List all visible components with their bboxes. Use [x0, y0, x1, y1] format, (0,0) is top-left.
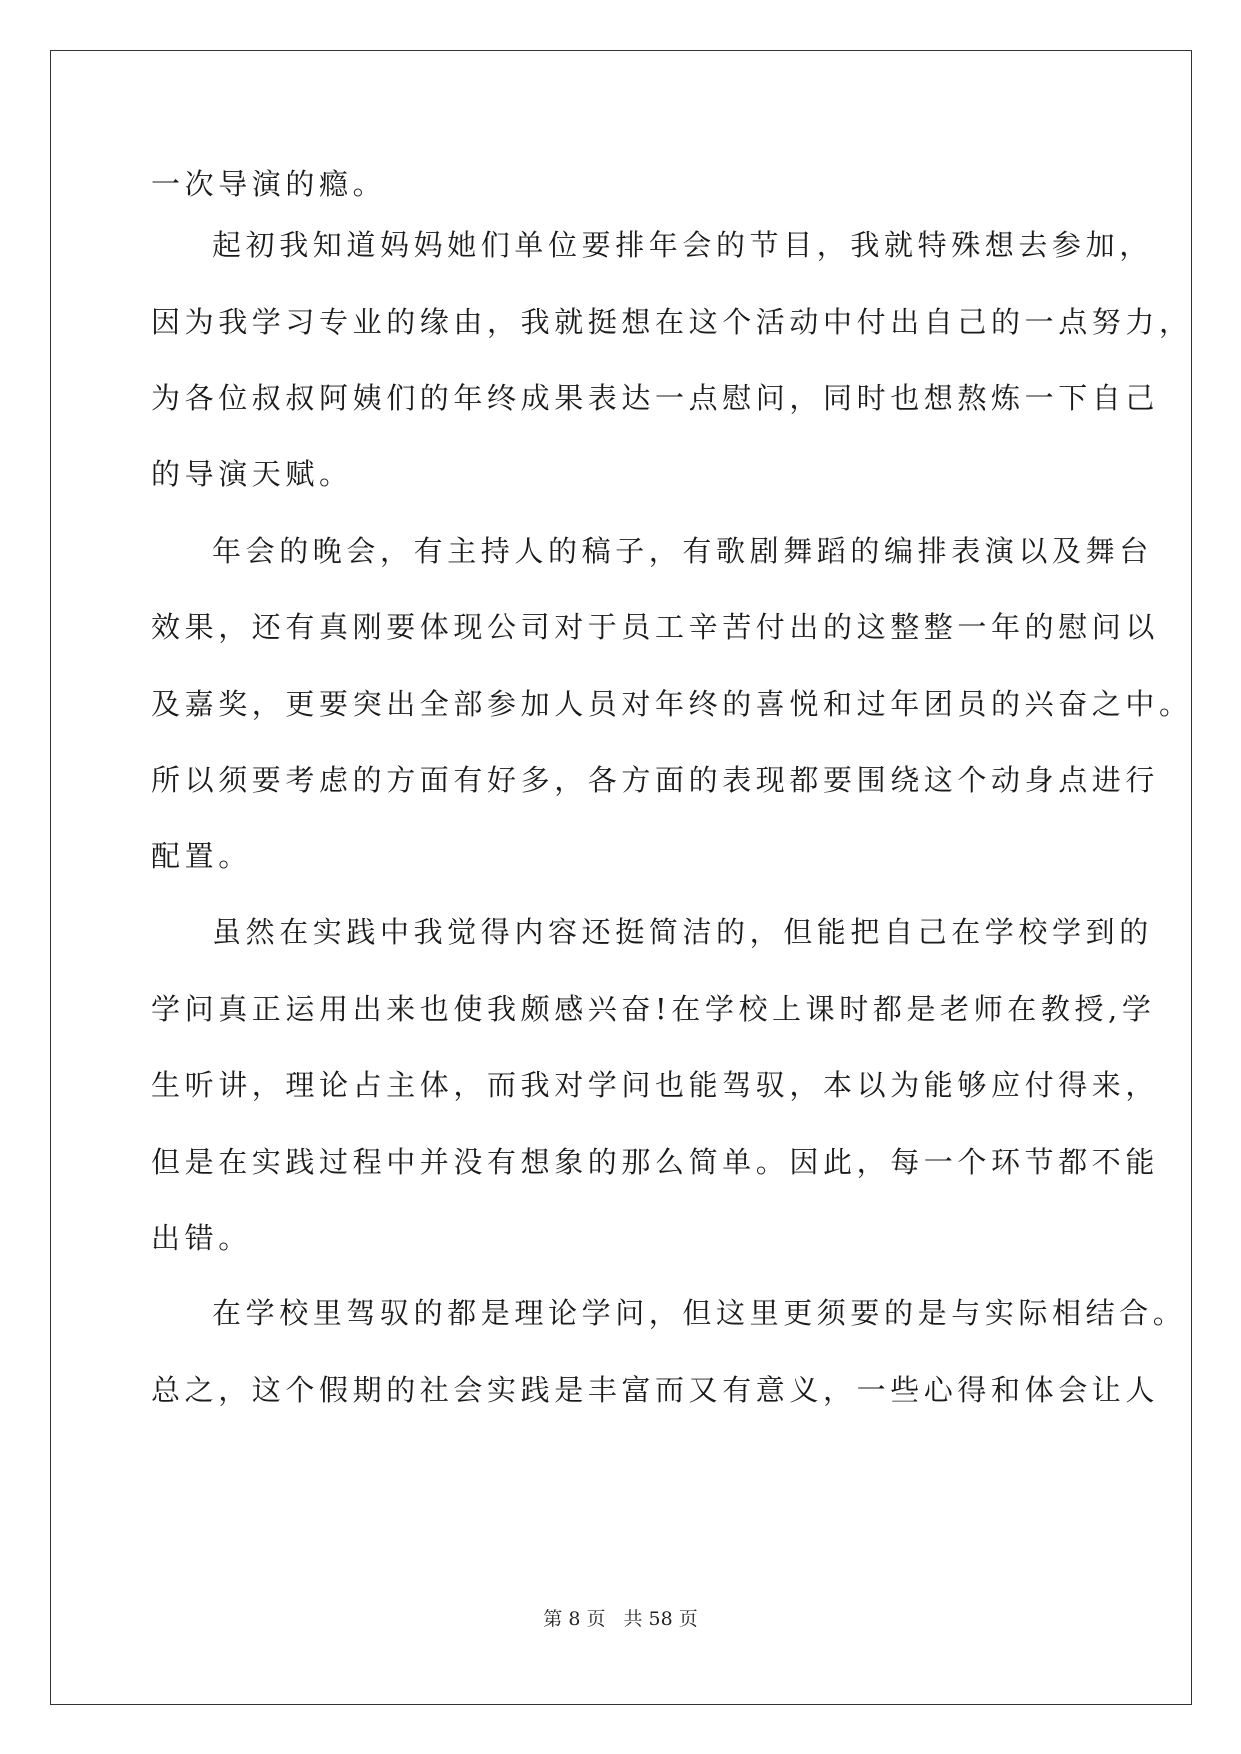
text-line: 生听讲，理论占主体，而我对学问也能驾驭，本以为能够应付得来， [151, 1068, 1160, 1102]
page-border [50, 50, 1192, 1705]
text-line: 配置。 [151, 839, 252, 873]
text-line: 出错。 [151, 1221, 252, 1255]
page-number: 第 8 页 [543, 1608, 606, 1630]
page-total: 共 58 页 [623, 1608, 698, 1630]
paragraph-first-line: 年会的晚会，有主持人的稿子，有歌剧舞蹈的编排表演以及舞台 [212, 534, 1153, 568]
paragraph-first-line: 起初我知道妈妈她们单位要排年会的节目，我就特殊想去参加， [212, 228, 1153, 262]
text-line: 为各位叔叔阿姨们的年终成果表达一点慰问，同时也想熬炼一下自己 [151, 381, 1160, 415]
text-line: 效果，还有真刚要体现公司对于员工辛苦付出的这整整一年的慰问以 [151, 610, 1160, 644]
text-line: 所以须要考虑的方面有好多，各方面的表现都要围绕这个动身点进行 [151, 763, 1160, 797]
text-line: 因为我学习专业的缘由，我就挺想在这个活动中付出自己的一点努力， [151, 305, 1193, 339]
text-line: 总之，这个假期的社会实践是丰富而又有意义，一些心得和体会让人 [151, 1373, 1160, 1407]
text-line: 学问真正运用出来也使我颇感兴奋!在学校上课时都是老师在教授,学 [151, 992, 1156, 1026]
text-line: 但是在实践过程中并没有想象的那么简单。因此，每一个环节都不能 [151, 1145, 1160, 1179]
text-line: 及嘉奖，更要突出全部参加人员对年终的喜悦和过年团员的兴奋之中。 [151, 687, 1193, 721]
page-footer [0, 1607, 1241, 1631]
text-line: 一次导演的瘾。 [151, 167, 387, 201]
paragraph-first-line: 在学校里驾驭的都是理论学问，但这里更须要的是与实际相结合。 [212, 1296, 1187, 1330]
text-line: 的导演天赋。 [151, 457, 353, 491]
paragraph-first-line: 虽然在实践中我觉得内容还挺简洁的，但能把自己在学校学到的 [212, 915, 1153, 949]
